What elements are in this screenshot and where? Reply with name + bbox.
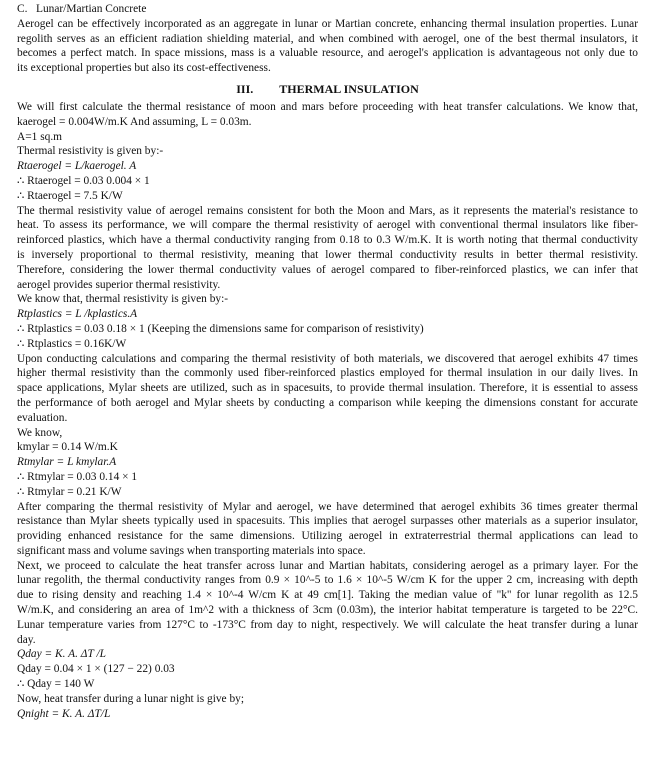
text-line: space applications, Mylar sheets are utilized, such as in spacesuits, to provide thermal insulation. Therefore, it is essential to assess <box>17 382 638 395</box>
text-line: ∴ Rtmylar = 0.21 K/W <box>17 485 122 498</box>
text-line: Next, we proceed to calculate the heat transfer across lunar and Martian habitats, considering aerogel as a primary layer. For the <box>17 559 638 572</box>
text-line: ∴ Rtaerogel = 0.03 0.004 × 1 <box>17 174 150 187</box>
text-line: due to rising density and reaching 1.4 × 10^-4 W/cm K at 49 cm[1]. Taking the median value of "k" for lunar regolith as 12.5 <box>17 589 638 602</box>
text-line: The thermal resistivity value of aerogel remains consistent for both the Moon and Mars, as it represents the material's resistance to <box>17 204 638 217</box>
text-line: aerogel provides superior thermal resistivity. <box>17 278 221 291</box>
text-line: is inversely proportional to thermal resistivity, meaning that lower thermal conductivity results in better thermal resistivity. <box>17 248 638 261</box>
text-line: A=1 sq.m <box>17 130 63 143</box>
section-number: III. <box>236 81 254 96</box>
equation-line: Qday = K. A. ΔT /L <box>17 648 106 661</box>
text-line: We know, <box>17 426 63 439</box>
text-line: ∴ Rtplastics = 0.03 0.18 × 1 (Keeping the dimensions same for comparison of resistivity) <box>17 322 424 335</box>
text-line: We know that, thermal resistivity is given by:- <box>17 293 229 306</box>
text-line: ∴ Qday = 140 W <box>17 678 95 691</box>
text-line: lunar regolith, the thermal conductivity ranges from 0.9 × 10^-5 to 1.6 × 10^-5 W/cm K for the upper 2 cm, increasing with depth <box>17 574 638 587</box>
section-iii-body <box>17 100 638 721</box>
text-line: evaluation. <box>17 411 68 424</box>
equation-line: Qnight = K. A. ΔT/L <box>17 707 111 720</box>
text-line: becomes a perfect match. In space missions, mass is a valuable resource, and aerogel's application is advantageous not only due to <box>17 47 638 60</box>
equation-line: Rtaerogel = L/kaerogel. A <box>17 160 137 173</box>
text-line: resistance than Mylar sheets typically used in spacesuits. This implies that aerogel surpasses other materials as a superior insulator, <box>17 515 638 528</box>
text-line: kaerogel = 0.004W/m.K And assuming, L = 0.03m. <box>17 115 252 128</box>
section-c-paragraph <box>17 17 638 76</box>
text-line: Lunar temperature varies from 127°C to -173°C from day to night, respectively. We will calculate the heat transfer during a lunar <box>17 618 638 631</box>
text-line: Thermal resistivity is given by:- <box>17 145 164 158</box>
equation-line: Rtmylar = L kmylar.A <box>17 456 117 469</box>
text-line: ∴ Rtplastics = 0.16K/W <box>17 337 127 350</box>
text-line: providing enhanced resistance for the same dimensions. Utilizing aerogel in extraterrestrial thermal applications can lead to <box>17 530 638 543</box>
text-line: Now, heat transfer during a lunar night is give by; <box>17 692 245 705</box>
text-line: Therefore, considering the lower thermal conductivity values of aerogel compared to fiber-reinforced plastics, we can infer that <box>17 263 638 276</box>
text-line: its exceptional properties but also its cost-effectiveness. <box>17 62 271 75</box>
section-iii-heading <box>17 82 638 97</box>
text-line: ∴ Rtaerogel = 7.5 K/W <box>17 189 123 202</box>
text-line: We will first calculate the thermal resistance of moon and mars before proceeding with heat transfer calculations. We know that, <box>17 100 638 113</box>
text-line: W/m.K, and considering an area of 1m^2 with a thickness of 3cm (0.03m), the interior habitat temperature is targeted to be 22°C. <box>17 604 638 617</box>
text-line: regolith serves as an efficient radiation shielding material, and when combined with aerogel, one of the best thermal insulators, it <box>17 32 638 45</box>
text-line: Qday = 0.04 × 1 × (127 − 22) 0.03 <box>17 663 175 676</box>
text-line: the performance of both aerogel and Mylar sheets by conducting a comparison while keeping the dimensions constant for accurate <box>17 396 638 409</box>
text-line: reinforced plastics, which have a thermal conductivity ranging from 0.18 to 0.3 W/m.K. It is worth noting that thermal conductivity <box>17 234 638 247</box>
text-line: Aerogel can be effectively incorporated as an aggregate in lunar or Martian concrete, enhancing thermal insulation properties. Lunar <box>17 17 638 30</box>
text-line: heat. To assess its performance, we will compare the thermal resistivity of aerogel with conventional thermal insulators like fiber- <box>17 219 638 232</box>
text-line: ∴ Rtmylar = 0.03 0.14 × 1 <box>17 470 138 483</box>
text-line: day. <box>17 633 36 646</box>
text-line: significant mass and volume savings when transporting materials into space. <box>17 544 366 557</box>
document-page <box>17 2 638 721</box>
section-title: THERMAL INSULATION <box>279 81 419 96</box>
section-c-title: C. Lunar/Martian Concrete <box>17 3 147 15</box>
equation-line: Rtplastics = L /kplastics.A <box>17 308 138 321</box>
text-line: higher thermal resistivity than the commonly used fiber-reinforced plastics employed for thermal insulation in our daily lives. In <box>17 367 638 380</box>
text-line: After comparing the thermal resistivity of Mylar and aerogel, we have determined that aerogel exhibits 36 times greater thermal <box>17 500 638 513</box>
text-line: Upon conducting calculations and comparing the thermal resistivity of both materials, we discovered that aerogel exhibits 47 times <box>17 352 638 365</box>
text-line: kmylar = 0.14 W/m.K <box>17 441 118 454</box>
